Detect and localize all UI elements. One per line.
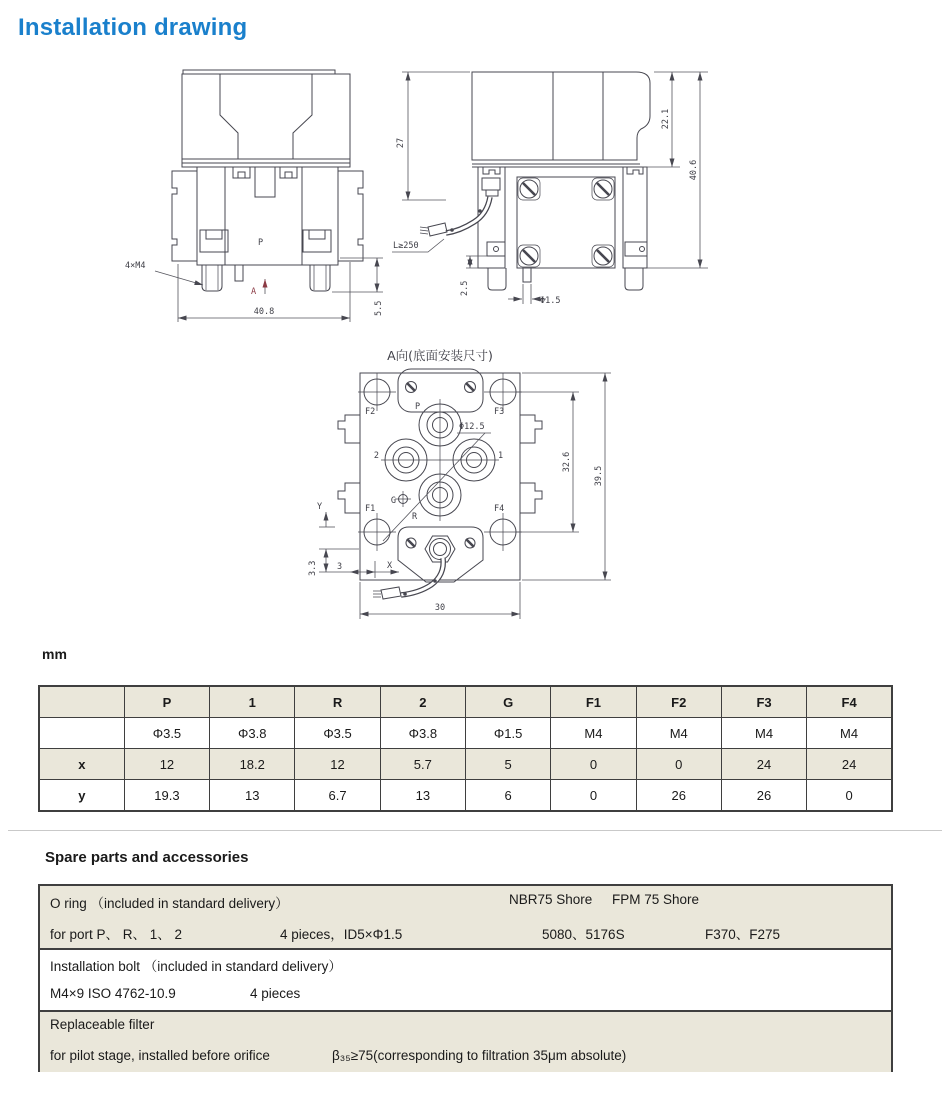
cell: M4 (551, 718, 636, 749)
oring-title: O ring （included in standard delivery） (50, 896, 289, 911)
bottom-dim-bore: Φ12.5 (459, 422, 485, 432)
header-f2: F2 (636, 686, 721, 718)
bottom-label-p: P (415, 402, 421, 412)
bolt-title: Installation bolt （included in standard delivery） (50, 959, 342, 974)
cell: Φ1.5 (465, 718, 550, 749)
cell: 18.2 (210, 749, 295, 780)
cell: 6.7 (295, 780, 380, 812)
bottom-view-title: A向(底面安装尺寸) (387, 348, 493, 363)
filter-desc: for pilot stage, installed before orifice (50, 1048, 270, 1063)
bottom-view-drawing (295, 345, 635, 640)
cell: Φ3.5 (124, 718, 209, 749)
units-label: mm (42, 646, 67, 662)
header-blank (39, 686, 124, 718)
header-f3: F3 (721, 686, 806, 718)
cell: 19.3 (124, 780, 209, 812)
bottom-axis-y: Y (317, 502, 323, 512)
oring-nbr-codes: 5080、5176S (542, 927, 625, 942)
table-row-x (39, 749, 892, 780)
cell: 13 (380, 780, 465, 812)
cell: 0 (551, 749, 636, 780)
bottom-label-f1: F1 (365, 504, 376, 514)
bottom-label-f3: F3 (494, 407, 505, 417)
cell: M4 (721, 718, 806, 749)
cell: 5.7 (380, 749, 465, 780)
bottom-axis-x: X (387, 561, 393, 571)
bolt-qty: 4 pieces (250, 986, 301, 1001)
side-dim-top: 27 (396, 137, 406, 149)
front-port-p-label: P (258, 238, 264, 248)
bottom-dim-outer: 39.5 (594, 465, 604, 487)
bottom-label-f4: F4 (494, 504, 505, 514)
row-label (39, 718, 124, 749)
cell: Φ3.8 (380, 718, 465, 749)
side-dim-body: 22.1 (661, 108, 671, 130)
cell: 26 (721, 780, 806, 812)
header-p: P (124, 686, 209, 718)
filter-rating: β₃₅≥75(corresponding to filtration 35μm absolute) (332, 1048, 627, 1063)
table-row-diameter (39, 718, 892, 749)
oring-nbr-header: NBR75 Shore (509, 892, 593, 907)
side-dim-step: 2.5 (460, 280, 470, 296)
oring-fpm-codes: F370、F275 (705, 927, 781, 942)
header-r: R (295, 686, 380, 718)
cell: 13 (210, 780, 295, 812)
bolt-spec: M4×9 ISO 4762-10.9 (50, 986, 176, 1001)
dimension-table (38, 685, 893, 812)
side-dim-total: 40.6 (689, 159, 699, 181)
header-f4: F4 (807, 686, 892, 718)
spare-section-oring (40, 886, 891, 948)
spare-parts-heading: Spare parts and accessories (45, 849, 249, 866)
front-view-drawing (125, 56, 425, 332)
filter-title: Replaceable filter (50, 1017, 155, 1032)
oring-qty: 4 pieces，ID5×Φ1.5 (280, 927, 403, 942)
side-cable-length-label: L≥250 (393, 241, 419, 251)
cell: 0 (551, 780, 636, 812)
oring-fpm-header: FPM 75 Shore (612, 892, 700, 907)
cell: 12 (295, 749, 380, 780)
oring-ports: for port P、 R、 1、 2 (50, 927, 183, 942)
cell: 0 (636, 749, 721, 780)
bottom-label-r: R (412, 512, 418, 522)
cell: M4 (636, 718, 721, 749)
row-label-x: x (39, 749, 124, 780)
front-bolt-label: 4×M4 (125, 261, 146, 271)
table-row-y (39, 780, 892, 812)
header-2: 2 (380, 686, 465, 718)
bottom-dim-width: 30 (434, 603, 446, 613)
spare-parts-table (38, 884, 893, 1072)
page-title: Installation drawing (18, 14, 248, 41)
bottom-dim-x-offset: 3 (337, 562, 343, 572)
table-header-row (39, 686, 892, 718)
side-dim-pin: Φ1.5 (540, 296, 561, 306)
cell: 12 (124, 749, 209, 780)
cell: 24 (721, 749, 806, 780)
bottom-label-g: G (390, 496, 396, 506)
cell: M4 (807, 718, 892, 749)
row-label-y: y (39, 780, 124, 812)
front-view-a-label: A (251, 287, 257, 297)
front-dim-stud: 5.5 (374, 300, 384, 316)
header-1: 1 (210, 686, 295, 718)
header-g: G (465, 686, 550, 718)
bottom-dim-inner: 32.6 (562, 451, 572, 473)
bottom-label-1: 1 (498, 451, 504, 461)
bottom-label-f2: F2 (365, 407, 376, 417)
cell: 24 (807, 749, 892, 780)
cell: 0 (807, 780, 892, 812)
section-divider (8, 830, 942, 831)
bottom-dim-y-offset: 3.3 (308, 560, 318, 576)
cell: 6 (465, 780, 550, 812)
front-dim-width: 40.8 (253, 307, 275, 317)
cell: Φ3.8 (210, 718, 295, 749)
side-view-drawing (390, 56, 720, 332)
cell: 26 (636, 780, 721, 812)
cell: Φ3.5 (295, 718, 380, 749)
header-f1: F1 (551, 686, 636, 718)
spare-section-bolt (40, 948, 891, 1010)
spare-section-filter (40, 1010, 891, 1072)
cell: 5 (465, 749, 550, 780)
bottom-label-2: 2 (373, 451, 379, 461)
